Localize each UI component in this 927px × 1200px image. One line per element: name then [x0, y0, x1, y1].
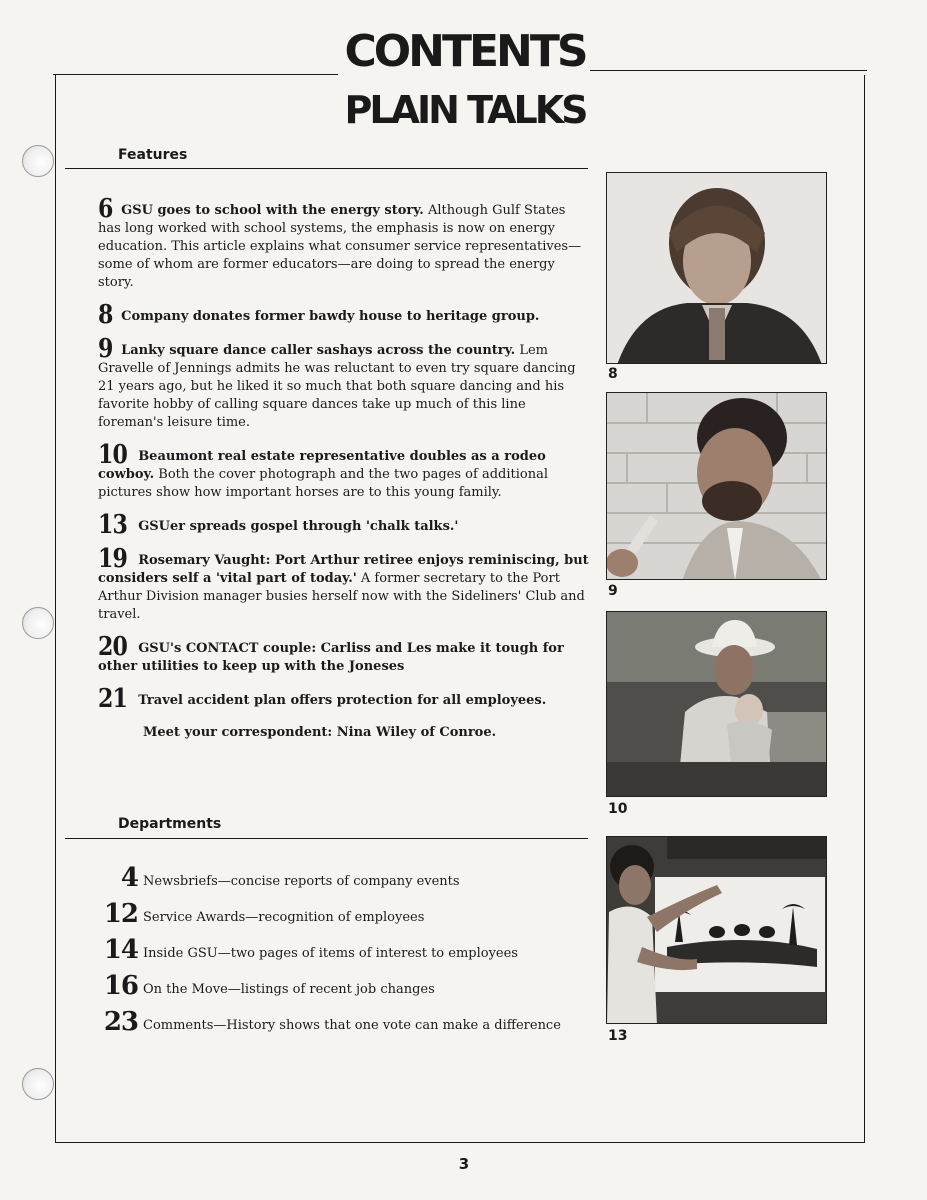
feature-entry[interactable]: [98, 544, 590, 624]
departments-heading: Departments: [118, 816, 222, 832]
feature-headline: GSUer spreads gospel through 'chalk talks.': [138, 519, 459, 534]
feature-page-number: 19: [98, 544, 128, 574]
department-description: Newsbriefs—concise reports of company events: [143, 874, 460, 889]
photo-chalk-talk-image: [607, 837, 827, 1024]
page-number: 3: [458, 1155, 470, 1173]
magazine-title: PLAIN TALKS: [344, 88, 586, 132]
department-description: On the Move—listings of recent job changes: [143, 982, 435, 997]
feature-headline: Company donates former bawdy house to heritage group.: [121, 309, 540, 324]
department-description: Comments—History shows that one vote can make a difference: [143, 1018, 561, 1033]
feature-headline: Rosemary Vaught: Port Arthur retiree enjoys reminiscing, but considers self a 'vital part of today.': [98, 553, 589, 586]
binder-hole-middle: [22, 607, 54, 639]
department-description: Inside GSU—two pages of items of interest to employees: [143, 946, 518, 961]
department-description: Service Awards—recognition of employees: [143, 910, 425, 925]
photo-caller-microphone-image: [607, 393, 827, 580]
photo-woman-portrait-image: [607, 173, 827, 364]
feature-entry[interactable]: [98, 334, 590, 432]
feature-headline: Beaumont real estate representative doubles as a rodeo cowboy.: [98, 449, 546, 482]
photo-cowboy-child: [606, 611, 827, 797]
feature-description: A former secretary to the Port Arthur Division manager busies herself now with the Sideliners' Club and travel.: [98, 571, 585, 622]
binder-hole-top: [22, 145, 54, 177]
departments-list: [98, 856, 590, 1036]
department-entry[interactable]: [98, 1000, 590, 1036]
binder-hole-bottom: [22, 1068, 54, 1100]
photo-caller-microphone: [606, 392, 827, 580]
feature-page-number: 13: [98, 510, 128, 540]
department-entry[interactable]: [98, 892, 590, 928]
photo-caption: 10: [608, 801, 628, 817]
feature-entry[interactable]: [98, 440, 590, 502]
feature-headline: GSU's CONTACT couple: Carliss and Les make it tough for other utilities to keep up with the Joneses: [98, 641, 564, 674]
features-rule: [65, 168, 588, 169]
header-rule-left: [53, 74, 338, 75]
department-page-number: 12: [103, 899, 138, 929]
features-heading: Features: [118, 147, 188, 163]
feature-headline: Travel accident plan offers protection for all employees.: [138, 693, 547, 708]
photo-cowboy-child-image: [607, 612, 827, 797]
departments-rule: [65, 838, 588, 839]
department-page-number: 16: [103, 971, 138, 1001]
feature-headline: Lanky square dance caller sashays across the country.: [121, 343, 516, 358]
photo-caption: 9: [608, 583, 618, 599]
feature-page-number: 20: [98, 632, 128, 662]
photo-chalk-talk: [606, 836, 827, 1024]
feature-page-number: 6: [98, 194, 113, 224]
feature-description: Although Gulf States has long worked with school systems, the emphasis is now on energy education. This article explains what consumer service representatives—some of whom are former educators—are doing to spread the energy story.: [98, 203, 582, 290]
department-entry[interactable]: [98, 964, 590, 1000]
feature-description: Lem Gravelle of Jennings admits he was reluctant to even try square dancing 21 years ago, but he liked it so much that both square dancing and his favorite hobby of calling square dances take up much of this line foreman's leisure time.: [98, 343, 576, 430]
header-rule-right: [590, 70, 867, 71]
feature-page-number: 10: [98, 440, 128, 470]
feature-entry[interactable]: [98, 194, 590, 292]
department-page-number: 4: [120, 863, 138, 893]
photo-caption: 8: [608, 366, 618, 382]
department-page-number: 14: [103, 935, 138, 965]
feature-entry[interactable]: [98, 632, 590, 676]
correspondent-line[interactable]: Meet your correspondent: Nina Wiley of Conroe.: [143, 725, 497, 740]
feature-page-number: 8: [98, 300, 113, 330]
photo-caption: 13: [608, 1028, 628, 1044]
feature-page-number: 21: [98, 684, 128, 714]
features-list: [98, 194, 590, 756]
department-entry[interactable]: [98, 856, 590, 892]
photo-woman-portrait: [606, 172, 827, 364]
contents-title: CONTENTS: [344, 26, 586, 77]
feature-headline: GSU goes to school with the energy story.: [121, 203, 424, 218]
feature-entry[interactable]: [98, 300, 590, 330]
feature-entry[interactable]: [98, 684, 590, 714]
feature-page-number: 9: [98, 334, 113, 364]
department-entry[interactable]: [98, 928, 590, 964]
feature-description: Both the cover photograph and the two pages of additional pictures show how important horses are to this young family.: [98, 467, 548, 500]
feature-entry[interactable]: [98, 510, 590, 540]
department-page-number: 23: [103, 1007, 138, 1037]
